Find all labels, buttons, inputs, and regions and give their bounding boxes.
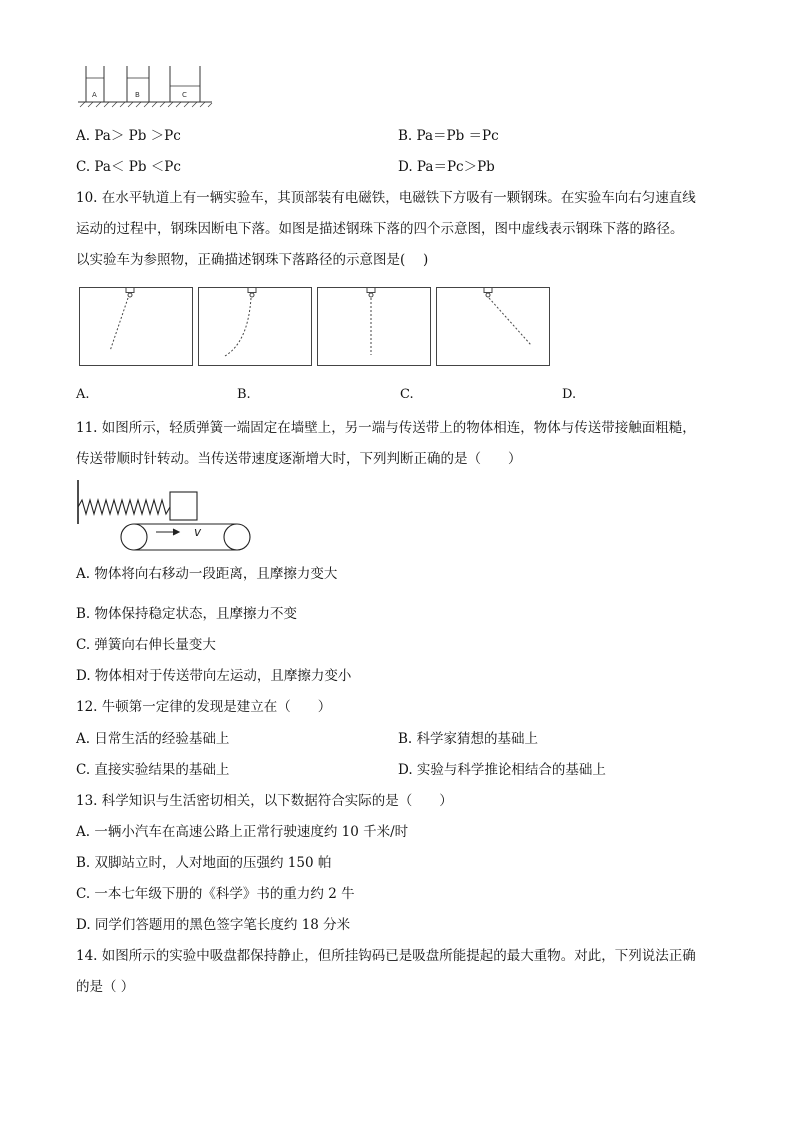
q10-option-d-label[interactable]: D. (562, 387, 577, 402)
q9-option-a[interactable]: A. Pa＞ Pb ＞Pc (76, 128, 181, 144)
q12-stem: 12. 牛顿第一定律的发现是建立在（ ） (76, 699, 332, 715)
q10-option-a-label[interactable]: A. (76, 387, 90, 402)
q9-option-c[interactable]: C. Pa＜ Pb ＜Pc (76, 159, 181, 175)
q11-option-a[interactable]: A. 物体将向右移动一段距离，且摩擦力变大 (76, 566, 338, 582)
q11-stem-line-2: 传送带顺时针转动。当传送带速度逐渐增大时，下列判断正确的是（ ） (76, 451, 522, 467)
q9-option-d[interactable]: D. Pa＝Pc＞Pb (398, 159, 495, 175)
q11-option-d[interactable]: D. 物体相对于传送带向左运动，且摩擦力变小 (76, 668, 352, 684)
q13-stem: 13. 科学知识与生活密切相关，以下数据符合实际的是（ ） (76, 793, 453, 809)
q11-stem-line-1: 11. 如图所示，轻质弹簧一端固定在墙壁上，另一端与传送带上的物体相连，物体与传送带接触面粗糙， (76, 420, 696, 436)
q10-stem-line-2: 运动的过程中，钢珠因断电下落。如图是描述钢珠下落的四个示意图，图中虚线表示钢珠下落的路径。 (76, 221, 684, 237)
q12-option-b[interactable]: B. 科学家猜想的基础上 (398, 731, 539, 747)
q14-stem-line-1: 14. 如图所示的实验中吸盘都保持静止，但所挂钩码已是吸盘所能提起的最大重物。对此，下列说法正确 (76, 948, 696, 964)
q10-option-b-label[interactable]: B. (237, 387, 251, 402)
velocity-label: v (194, 525, 202, 539)
q10-stem-line-1: 10. 在水平轨道上有一辆实验车，其顶部装有电磁铁，电磁铁下方吸有一颗钢珠。在实验车向右匀速直线 (76, 190, 696, 206)
q13-option-d[interactable]: D. 同学们答题用的黑色签字笔长度约 18 分米 (76, 917, 351, 933)
q11-conveyor-figure (74, 478, 256, 554)
q11-option-c[interactable]: C. 弹簧向右伸长量变大 (76, 637, 216, 653)
q13-option-a[interactable]: A. 一辆小汽车在高速公路上正常行驶速度约 10 千米/时 (76, 824, 409, 840)
q10-diagram-d[interactable] (436, 287, 551, 367)
q10-diagram-c[interactable] (317, 287, 432, 367)
beaker-c-label: C (182, 91, 187, 99)
q9-beakers-figure (78, 62, 213, 108)
beaker-a-label: A (92, 91, 97, 99)
q10-diagram-b[interactable] (198, 287, 313, 367)
q12-option-a[interactable]: A. 日常生活的经验基础上 (76, 731, 230, 747)
q11-option-b[interactable]: B. 物体保持稳定状态，且摩擦力不变 (76, 606, 298, 622)
q10-option-c-label[interactable]: C. (400, 387, 414, 402)
q9-option-b[interactable]: B. Pa＝Pb ＝Pc (398, 128, 499, 144)
q14-stem-line-2: 的是（ ） (76, 979, 135, 995)
q10-diagram-a[interactable] (79, 287, 194, 367)
q12-option-c[interactable]: C. 直接实验结果的基础上 (76, 762, 230, 778)
beaker-b-label: B (135, 91, 140, 99)
q10-stem-line-3: 以实验车为参照物，正确描述钢珠下落路径的示意图是( ) (76, 252, 429, 268)
q12-option-d[interactable]: D. 实验与科学推论相结合的基础上 (398, 762, 606, 778)
q13-option-b[interactable]: B. 双脚站立时，人对地面的压强约 150 帕 (76, 855, 332, 871)
q13-option-c[interactable]: C. 一本七年级下册的《科学》书的重力约 2 牛 (76, 886, 355, 902)
